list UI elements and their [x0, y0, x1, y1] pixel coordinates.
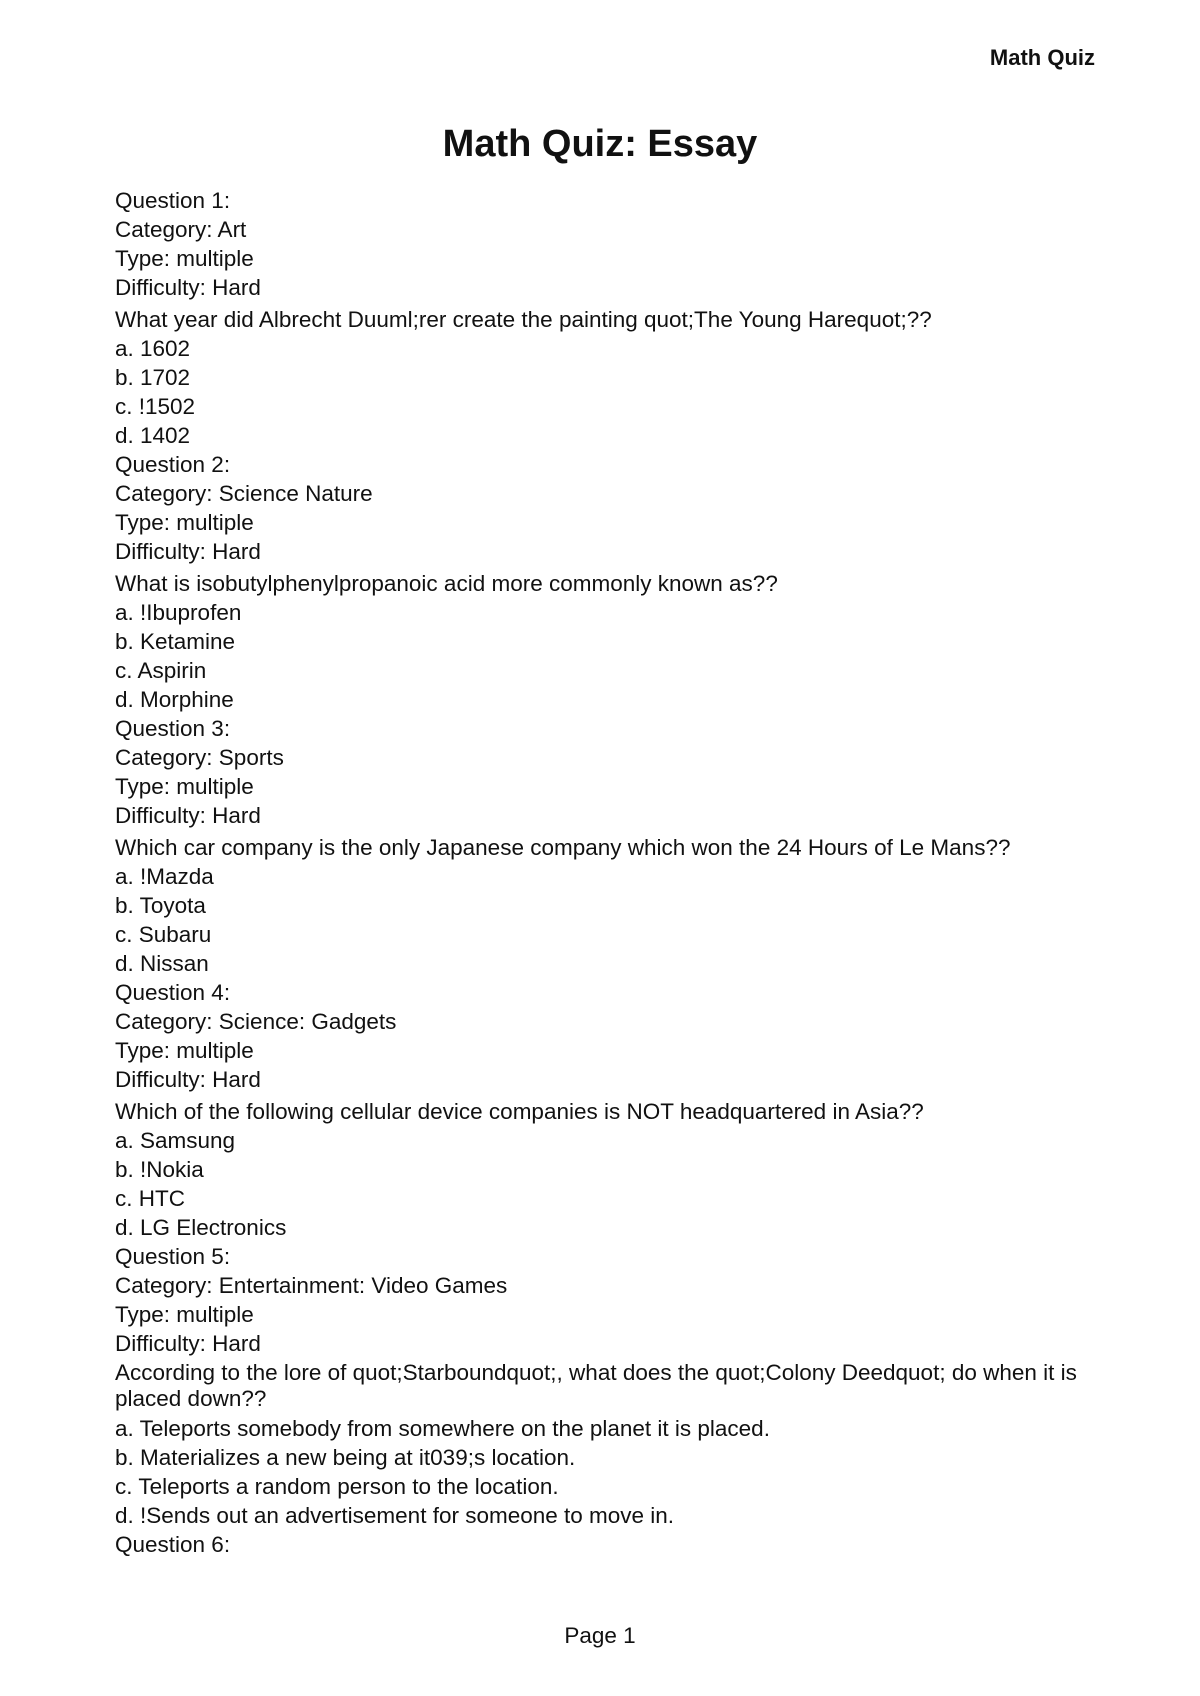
answer-option: d. 1402	[115, 423, 191, 448]
answer-option: d. LG Electronics	[115, 1215, 287, 1240]
document-title: Math Quiz: Essay	[442, 123, 758, 165]
quiz-content	[115, 186, 1095, 1559]
question-type: Type: multiple	[115, 1038, 254, 1063]
question-difficulty: Difficulty: Hard	[115, 1067, 261, 1092]
answer-option: c. HTC	[115, 1186, 185, 1211]
answer-option: c. !1502	[115, 394, 196, 419]
answer-option: a. !Mazda	[115, 864, 214, 889]
question-type: Type: multiple	[115, 774, 254, 799]
question-block-1	[115, 186, 1095, 450]
question-text: What year did Albrecht Duuml;rer create the painting quot;The Young Harequot;??	[115, 307, 932, 332]
answer-option: c. Aspirin	[115, 658, 207, 683]
answer-option: a. Teleports somebody from somewhere on the planet it is placed.	[115, 1416, 770, 1441]
question-type: Type: multiple	[115, 510, 254, 535]
answer-option: c. Subaru	[115, 922, 212, 947]
question-block-2	[115, 450, 1095, 714]
question-difficulty: Difficulty: Hard	[115, 1331, 261, 1356]
question-label: Question 2:	[115, 452, 231, 477]
answer-option: b. Toyota	[115, 893, 206, 918]
question-type: Type: multiple	[115, 246, 254, 271]
question-label: Question 4:	[115, 980, 231, 1005]
question-category: Category: Sports	[115, 745, 284, 770]
page-number: Page 1	[564, 1623, 636, 1648]
question-block-5	[115, 1242, 1095, 1530]
question-text: According to the lore of quot;Starboundquot;, what does the quot;Colony Deedquot; do when it is placed down??	[115, 1360, 1077, 1411]
question-text: What is isobutylphenylpropanoic acid more commonly known as??	[115, 571, 778, 596]
answer-option: b. Materializes a new being at it039;s location.	[115, 1445, 576, 1470]
answer-option: c. Teleports a random person to the location.	[115, 1474, 559, 1499]
question-label: Question 6:	[115, 1532, 231, 1557]
question-block-4	[115, 978, 1095, 1242]
answer-option: d. !Sends out an advertisement for someone to move in.	[115, 1503, 675, 1528]
question-category: Category: Science: Gadgets	[115, 1009, 397, 1034]
answer-option: d. Morphine	[115, 687, 234, 712]
answer-option: a. Samsung	[115, 1128, 236, 1153]
question-category: Category: Science Nature	[115, 481, 373, 506]
question-label: Question 5:	[115, 1244, 231, 1269]
running-header: Math Quiz	[989, 45, 1095, 70]
question-category: Category: Entertainment: Video Games	[115, 1273, 508, 1298]
question-category: Category: Art	[115, 217, 247, 242]
answer-option: b. !Nokia	[115, 1157, 204, 1182]
question-type: Type: multiple	[115, 1302, 254, 1327]
question-block-6	[115, 1530, 1095, 1559]
question-difficulty: Difficulty: Hard	[115, 275, 261, 300]
question-block-3	[115, 714, 1095, 978]
question-difficulty: Difficulty: Hard	[115, 803, 261, 828]
answer-option: a. !Ibuprofen	[115, 600, 242, 625]
question-difficulty: Difficulty: Hard	[115, 539, 261, 564]
question-label: Question 3:	[115, 716, 231, 741]
answer-option: d. Nissan	[115, 951, 209, 976]
answer-option: a. 1602	[115, 336, 191, 361]
question-text: Which car company is the only Japanese company which won the 24 Hours of Le Mans??	[115, 835, 1011, 860]
answer-option: b. 1702	[115, 365, 191, 390]
question-label: Question 1:	[115, 188, 231, 213]
answer-option: b. Ketamine	[115, 629, 236, 654]
question-text: Which of the following cellular device companies is NOT headquartered in Asia??	[115, 1099, 924, 1124]
